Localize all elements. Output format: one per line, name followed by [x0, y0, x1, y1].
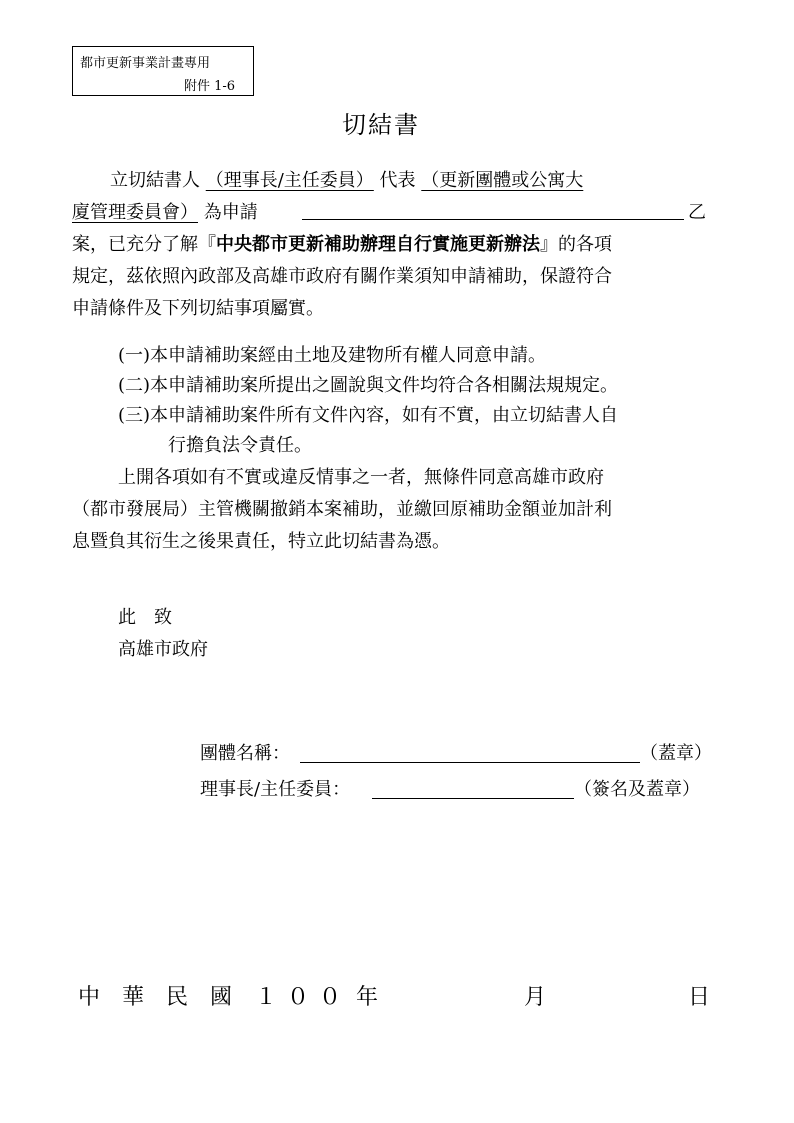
project-name-line	[302, 219, 684, 220]
law-name: 中央都市更新補助辦理自行實施更新辦法	[216, 234, 540, 255]
intro-org-field-part2: 廈管理委員會）	[72, 202, 198, 223]
date-year: １００	[255, 985, 352, 1010]
chair-label: 理事長/主任委員：	[200, 779, 351, 800]
intro-line2	[72, 197, 258, 229]
date-month-unit: 月	[524, 985, 547, 1010]
intro-role-field: （理事長/主任委員）	[205, 170, 374, 191]
date-day-unit: 日	[688, 985, 711, 1010]
intro-declarant-label: 立切結書人	[110, 170, 200, 191]
salutation-line1: 此 致	[118, 607, 172, 628]
intro-org-field-part1: （更新團體或公寓大	[421, 170, 584, 191]
org-seal-note: （蓋章）	[640, 743, 712, 764]
attachment-label-line2: 附件 1-6	[184, 79, 236, 94]
intro-line1	[110, 165, 583, 197]
declaration-item-3: (三)本申請補助案件所有文件內容，如有不實，由立切結書人自	[118, 405, 619, 426]
declaration-item-2: (二)本申請補助案所提出之圖說與文件均符合各相關法規規定。	[118, 375, 619, 396]
salutation-recipient: 高雄市政府	[118, 639, 208, 660]
closing-line2: （都市發展局）主管機關撤銷本案補助，並繳回原補助金額並加計利	[72, 499, 612, 520]
date-era: 中 華 民 國	[78, 985, 233, 1010]
chair-signature-field[interactable]	[372, 798, 574, 799]
date-year-unit: 年	[356, 985, 379, 1010]
intro-represent-label: 代表	[379, 170, 416, 191]
intro-line3-a: 案，已充分了解『	[72, 234, 216, 255]
org-name-field[interactable]	[300, 762, 640, 763]
chair-sign-note: （簽名及蓋章）	[574, 779, 700, 800]
closing-line1: 上開各項如有不實或違反情事之一者，無條件同意高雄市政府	[118, 467, 604, 488]
intro-line3	[72, 229, 612, 261]
intro-line3-b: 』的各項	[540, 234, 612, 255]
declaration-item-3-cont: 行擔負法令責任。	[168, 435, 312, 456]
intro-apply-label: 為申請	[203, 202, 258, 223]
intro-line5: 申請條件及下列切結事項屬實。	[72, 298, 324, 319]
attachment-label-line1: 都市更新事業計畫專用	[80, 56, 211, 71]
intro-line4: 規定，茲依照內政部及高雄市政府有關作業須知申請補助，保證符合	[72, 266, 612, 287]
intro-case-word: 乙	[688, 202, 706, 223]
closing-line3: 息暨負其衍生之後果責任，特立此切結書為憑。	[72, 531, 450, 552]
declaration-item-1: (一)本申請補助案經由土地及建物所有權人同意申請。	[118, 345, 547, 366]
org-name-label: 團體名稱：	[200, 743, 290, 764]
page-title: 切結書	[342, 111, 420, 139]
